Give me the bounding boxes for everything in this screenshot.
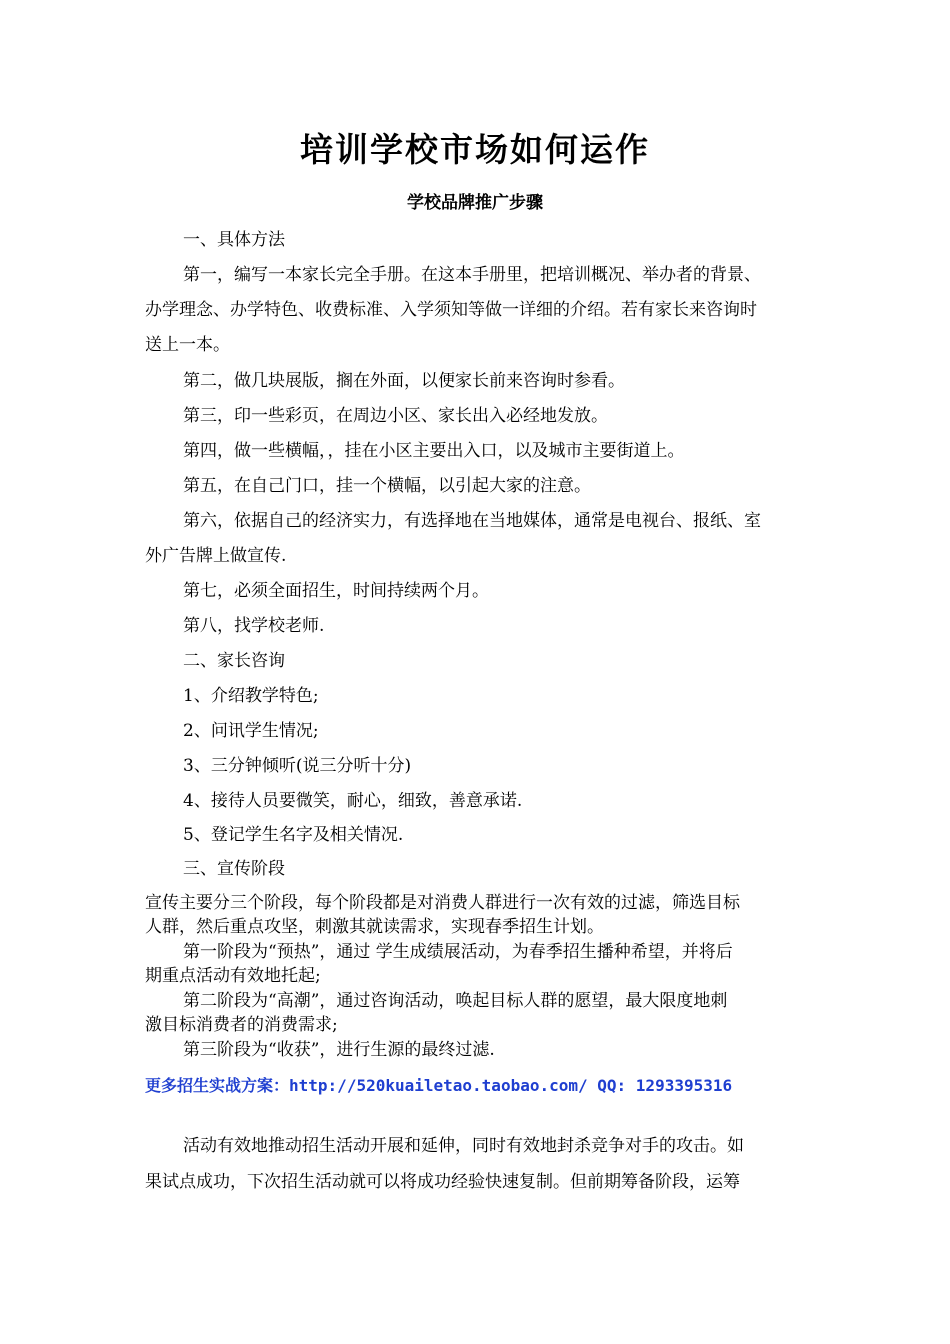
paragraph-line: 第二阶段为“高潮”，通过咨询活动，唤起目标人群的愿望，最大限度地刺 [183, 991, 728, 1011]
paragraph-line: 第一阶段为“预热”，通过 学生成绩展活动，为春季招生播种希望，并将后 [183, 942, 733, 962]
paragraph-line: 期重点活动有效地托起; [145, 966, 321, 986]
page-title: 培训学校市场如何运作 [300, 130, 650, 169]
paragraph-line: 第四，做一些横幅，，挂在小区主要出入口，以及城市主要街道上。 [183, 441, 685, 461]
paragraph-line: 宣传主要分三个阶段，每个阶段都是对消费人群进行一次有效的过滤，筛选目标 [145, 893, 740, 913]
section-heading-methods: 一、具体方法 [183, 230, 285, 250]
paragraph-line: 活动有效地推动招生活动开展和延伸，同时有效地封杀竞争对手的攻击。如 [183, 1136, 744, 1156]
promo-label: 更多招生实战方案： [145, 1076, 290, 1095]
paragraph-line: 果试点成功，下次招生活动就可以将成功经验快速复制。但前期筹备阶段，运筹 [145, 1172, 740, 1192]
paragraph-line: 送上一本。 [145, 335, 230, 355]
paragraph-line: 第八，找学校老师. [183, 616, 325, 636]
paragraph-line: 第三阶段为“收获”，进行生源的最终过滤. [183, 1040, 495, 1060]
promo-line [145, 1075, 732, 1097]
paragraph-line: 外广告牌上做宣传. [145, 546, 287, 566]
paragraph-line: 第六，依据自己的经济实力，有选择地在当地媒体，通常是电视台、报纸、室 [183, 511, 761, 531]
list-item: 4、接待人员要微笑，耐心，细致，善意承诺. [183, 791, 523, 811]
paragraph-line: 激目标消费者的消费需求; [145, 1015, 338, 1035]
paragraph-line: 第三，印一些彩页，在周边小区、家长出入必经地发放。 [183, 406, 608, 426]
list-item: 5、登记学生名字及相关情况. [183, 825, 404, 845]
page-subtitle: 学校品牌推广步骤 [407, 193, 543, 213]
list-item: 3、三分钟倾听(说三分听十分) [183, 756, 412, 776]
promo-link[interactable]: http://520kuailetao.taobao.com/ QQ: 1293395316 [289, 1076, 733, 1095]
paragraph-line: 人群，然后重点攻坚，刺激其就读需求，实现春季招生计划。 [145, 917, 604, 937]
paragraph-line: 第二，做几块展版，搁在外面，以便家长前来咨询时参看。 [183, 371, 625, 391]
section-heading-promotion: 三、宣传阶段 [183, 859, 285, 879]
list-item: 1、介绍教学特色; [183, 686, 319, 706]
paragraph-line: 办学理念、办学特色、收费标准、入学须知等做一详细的介绍。若有家长来咨询时 [145, 300, 757, 320]
paragraph-line: 第一，编写一本家长完全手册。在这本手册里，把培训概况、举办者的背景、 [183, 265, 761, 285]
list-item: 2、问讯学生情况; [183, 721, 319, 741]
section-heading-consult: 二、家长咨询 [183, 651, 285, 671]
paragraph-line: 第七，必须全面招生，时间持续两个月。 [183, 581, 489, 601]
paragraph-line: 第五，在自己门口，挂一个横幅，以引起大家的注意。 [183, 476, 591, 496]
